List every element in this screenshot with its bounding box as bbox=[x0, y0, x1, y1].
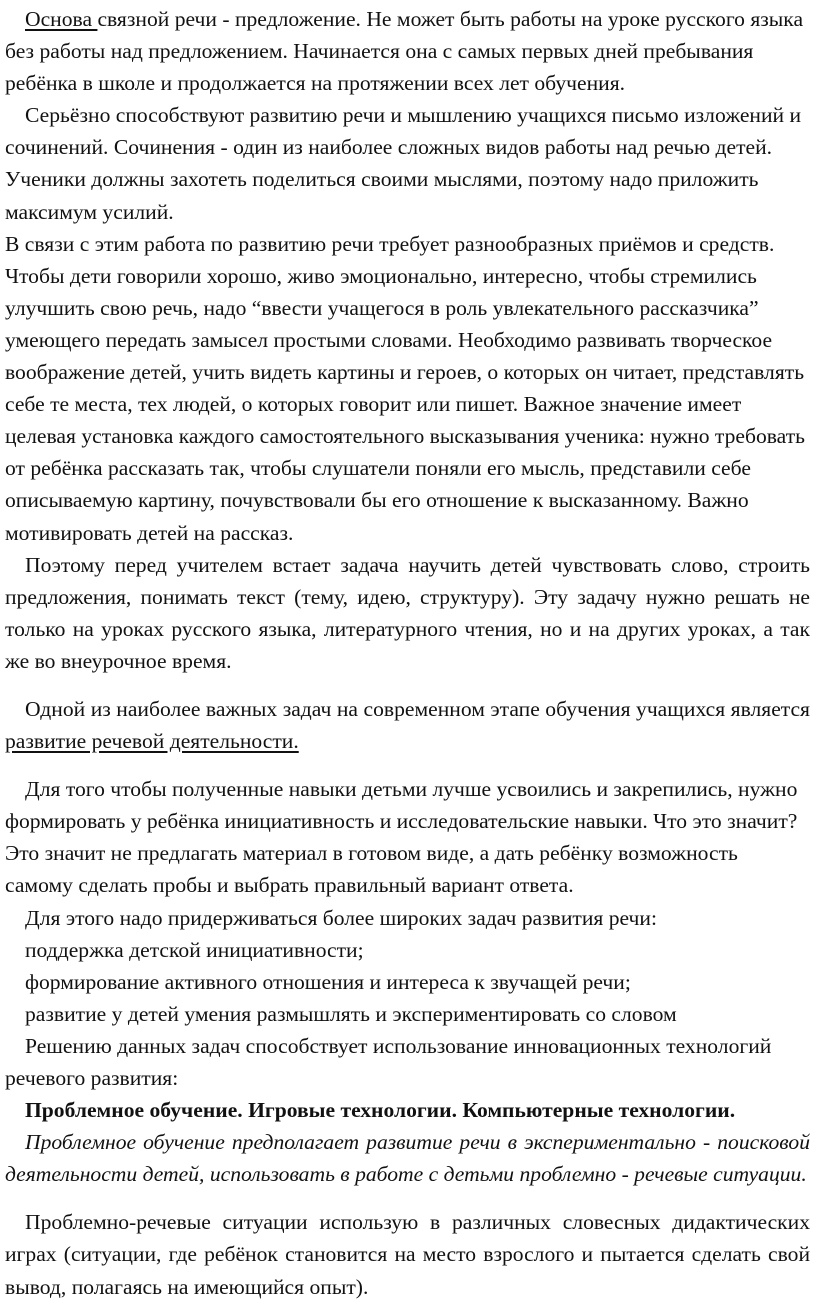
paragraph-2: Серьёзно способствуют развитию речи и мышлению учащихся письмо изложений и сочинений. Сочинения - один из наиболее сложных видов работы над речью детей. Ученики должны захотеть поделиться своими мыслями, поэтому надо приложить максимум усилий. bbox=[5, 103, 802, 224]
paragraph-5-text: Одной из наиболее важных задач на современном этапе обучения учащихся является bbox=[25, 696, 810, 721]
paragraph-1 bbox=[5, 3, 810, 99]
list-item: поддержка детской инициативности; bbox=[25, 937, 364, 962]
italic-paragraph: Проблемное обучение предполагает развитие речи в экспериментально - поисковой деятельности детей, использовать в работе с детьми проблемно - речевые ситуации. bbox=[5, 1130, 810, 1187]
paragraph-11: Проблемно-речевые ситуации использую в различных словесных дидактических играх (ситуации, где ребёнок становится на место взрослого и пытается сделать свой вывод, полагаясь на имеющийся опыт). bbox=[5, 1210, 810, 1299]
bold-heading: Проблемное обучение. Игровые технологии. Компьютерные технологии. bbox=[25, 1098, 736, 1123]
paragraph-6: Для того чтобы полученные навыки детьми лучше усвоились и закрепились, нужно формировать у ребёнка инициативность и исследовательские навыки. Что это значит? Это значит не предлагать материал в готовом виде, а дать ребёнку возможность самому сделать пробы и выбрать правильный вариант ответа. bbox=[5, 777, 798, 898]
paragraph-3: В связи с этим работа по развитию речи требует разнообразных приёмов и средств. Чтобы дети говорили хорошо, живо эмоционально, интересно, чтобы стремились улучшить свою речь, надо “ввести учащегося в роль увлекательного рассказчика” умеющего передать замысел простыми словами. Необходимо развивать творческое воображение детей, учить видеть картины и героев, о которых он читает, представлять себе те места, тех людей, о которых говорит или пишет. Важное значение имеет целевая установка каждого самостоятельного высказывания ученика: нужно требовать от ребёнка рассказать так, чтобы слушатели поняли его мысль, представили себе описываемую картину, почувствовали бы его отношение к высказанному. Важно мотивировать детей на рассказ. bbox=[5, 231, 805, 545]
paragraph-1-text: связной речи - предложение. Не может быть работы на уроке русского языка без работы над предложением. Начинается она с самых первых дней пребывания ребёнка в школе и продолжается на протяжении всех лет обучения. bbox=[5, 7, 804, 96]
paragraph-7: Для этого надо придерживаться более широких задач развития речи: bbox=[25, 905, 657, 930]
underlined-word: Основа bbox=[25, 7, 98, 31]
list-item: развитие у детей умения размышлять и экспериментировать со словом bbox=[25, 1001, 677, 1026]
paragraph-8: Решению данных задач способствует использование инновационных технологий речевого развития: bbox=[5, 1033, 772, 1090]
paragraph-5 bbox=[5, 693, 810, 757]
paragraph-4: Поэтому перед учителем встает задача научить детей чувствовать слово, строить предложения, понимать текст (тему, идею, структуру). Эту задачу нужно решать не только на уроках русского языка, литературного чтения, но и на других уроках, а так же во внеурочное время. bbox=[5, 552, 810, 673]
list-item: формирование активного отношения и интереса к звучащей речи; bbox=[25, 969, 631, 994]
underlined-phrase: развитие речевой деятельности. bbox=[5, 729, 299, 754]
